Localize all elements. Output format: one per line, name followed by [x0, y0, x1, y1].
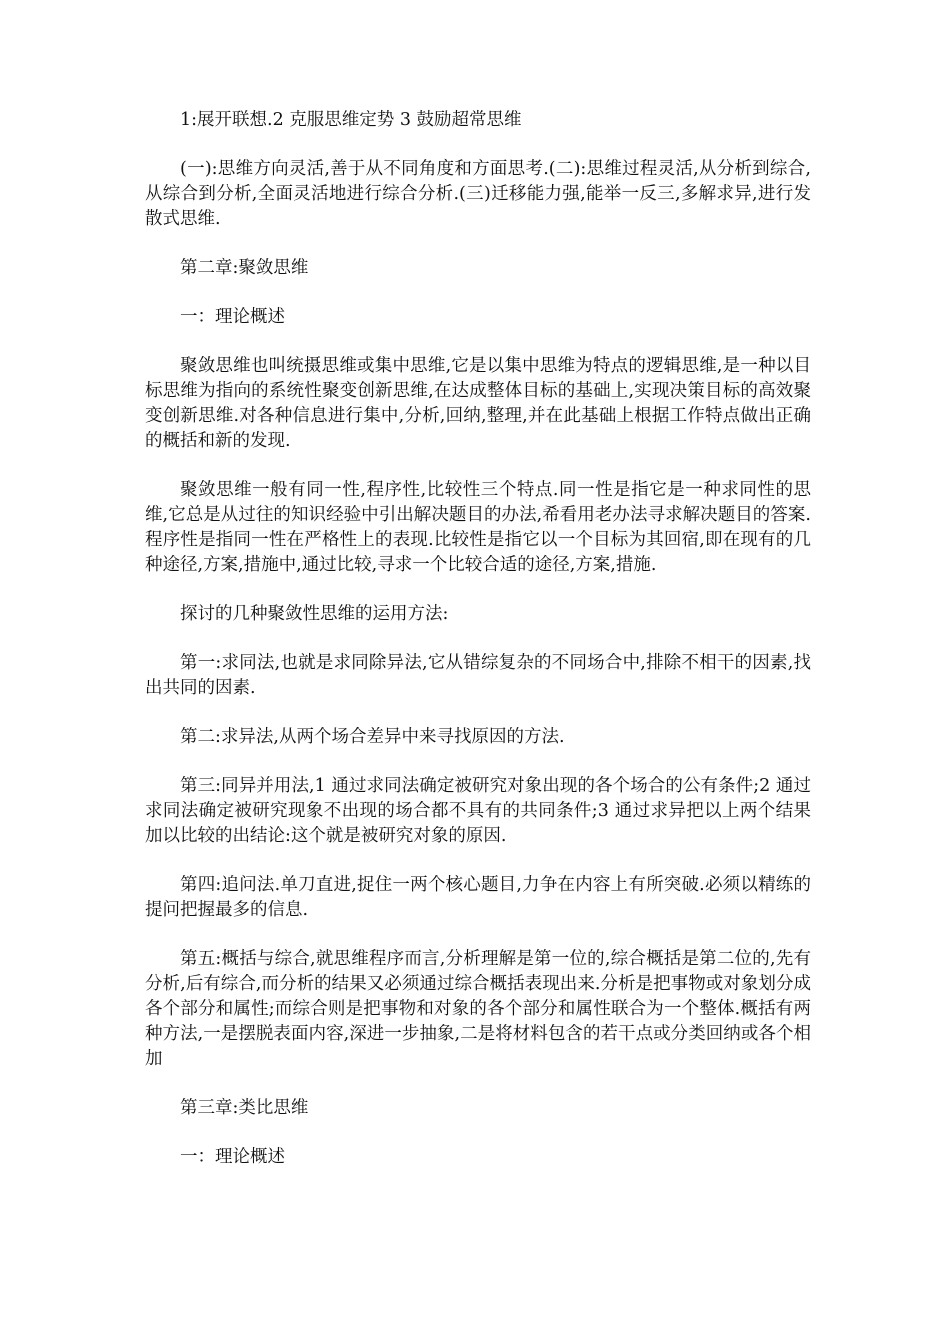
- paragraph-convergent-definition: 聚敛思维也叫统摄思维或集中思维,它是以集中思维为特点的逻辑思维,是一种以目标思维为指向的系统性聚变创新思维,在达成整体目标的基础上,实现决策目标的高效聚变创新思维.对各种信息进行集中,分析,回纳,整理,并在此基础上根据工作特点做出正确的概括和新的发现.: [145, 356, 811, 451]
- paragraph-flexibility: (一):思维方向灵活,善于从不同角度和方面思考.(二):思维过程灵活,从分析到综合,从综合到分析,全面灵活地进行综合分析.(三)迁移能力强,能举一反三,多解求异,进行发散式思维.: [145, 159, 811, 229]
- section-heading-theory: 一：理论概述: [180, 307, 285, 327]
- paragraph-method-4: 第四:追问法.单刀直进,捉住一两个核心题目,力争在内容上有所突破.必须以精练的提问把握最多的信息.: [145, 875, 811, 920]
- paragraph-method-2: 第二:求异法,从两个场合差异中来寻找原因的方法.: [180, 727, 565, 747]
- document-body: [145, 108, 811, 1194]
- chapter-heading-3: 第三章:类比思维: [180, 1098, 309, 1118]
- paragraph-method-1: 第一:求同法,也就是求同除异法,它从错综复杂的不同场合中,排除不相干的因素,找出共同的因素.: [145, 653, 811, 698]
- paragraph-convergent-features: 聚敛思维一般有同一性,程序性,比较性三个特点.同一性是指它是一种求同性的思维,它总是从过往的知识经验中引出解决题目的办法,希看用老办法寻求解决题目的答案.程序性是指同一性在严格性上的表现.比较性是指它以一个目标为其回宿,即在现有的几种途径,方案,措施中,通过比较,寻求一个比较合适的途径,方案,措施.: [145, 480, 811, 575]
- paragraph-method-5: 第五:概括与综合,就思维程序而言,分析理解是第一位的,综合概括是第二位的,先有分析,后有综合,而分析的结果又必须通过综合概括表现出来.分析是把事物或对象划分成各个部分和属性;而综合则是把事物和对象的各个部分和属性联合为一个整体.概括有两种方法,一是摆脱表面内容,深进一步抽象,二是将材料包含的若干点或分类回纳或各个相加: [145, 949, 811, 1069]
- paragraph-methods-intro: 探讨的几种聚敛性思维的运用方法:: [180, 604, 449, 624]
- paragraph-methods-list: 1:展开联想.2 克服思维定势 3 鼓励超常思维: [180, 110, 522, 130]
- section-heading-theory-2: 一：理论概述: [180, 1147, 285, 1167]
- chapter-heading-2: 第二章:聚敛思维: [180, 258, 309, 278]
- paragraph-method-3: 第三:同异并用法,1 通过求同法确定被研究对象出现的各个场合的公有条件;2 通过求同法确定被研究现象不出现的场合都不具有的共同条件;3 通过求异把以上两个结果加以比较的出结论:这个就是被研究对象的原因.: [145, 776, 811, 846]
